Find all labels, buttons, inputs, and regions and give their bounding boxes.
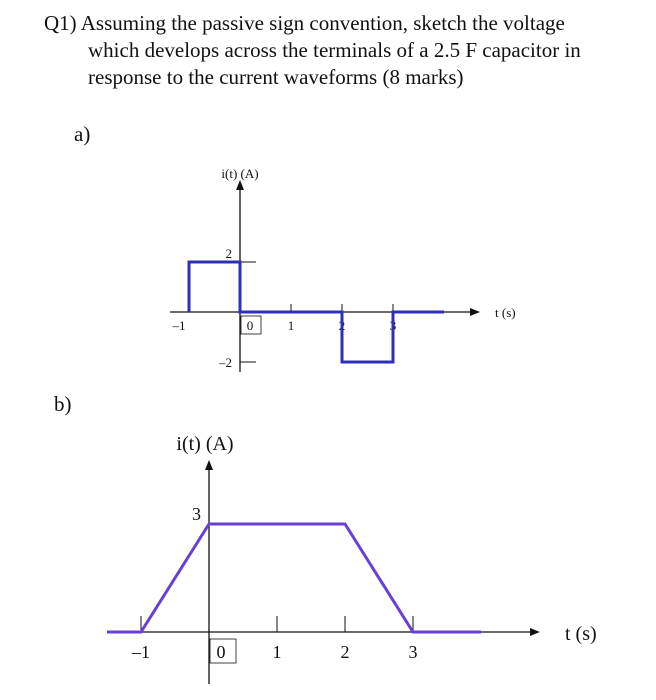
chart-a-x-tick-label: 1 [287,318,295,333]
chart-b-x-tick-label: 1 [272,642,282,662]
chart-a-x-tick-label: 0 [246,318,254,333]
chart-a-x-axis-label: t (s) [495,305,516,320]
question-line-2: which develops across the terminals of a 2.5 F capacitor in [88,38,581,62]
question-line-3: response to the current waveforms (8 marks) [88,65,464,89]
question-number: Q1) [44,11,77,35]
chart-b-x-tick-label: 2 [340,642,350,662]
chart-a-x-tick-label: –1 [172,318,186,333]
chart-a-x-tick-label: 3 [389,318,397,333]
chart-a-x-tick-label: 2 [338,318,346,333]
chart-a-y-axis-label: i(t) (A) [221,166,259,181]
question-line-1: Assuming the passive sign convention, sketch the voltage [80,11,565,35]
chart-b-x-tick-label: 3 [408,642,418,662]
chart-b-y-arrow [205,460,213,470]
part-b-label: b) [54,392,72,416]
chart-b-x-arrow [530,628,540,636]
chart-a-y-arrow [236,180,244,190]
chart-b-x-tick-label: –1 [132,642,150,662]
chart-a-x-arrow [470,308,480,316]
chart-b-y-axis-label: i(t) (A) [176,433,234,455]
chart-a-y-tick-label: 2 [225,246,232,261]
chart-b-x-tick-label: 0 [216,642,226,662]
chart-b-series-line [107,524,481,632]
part-a-label: a) [74,122,91,146]
chart-a-y-tick-label: –2 [219,355,232,370]
chart-b-x-axis-label: t (s) [565,623,597,645]
chart-b-y-tick-label: 3 [192,504,201,524]
